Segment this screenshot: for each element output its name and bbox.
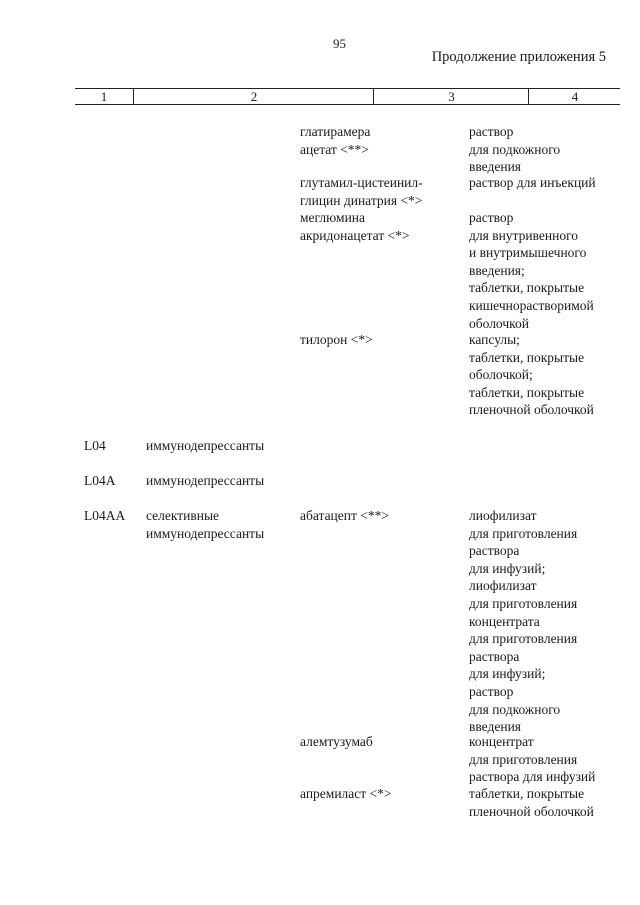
text-line: иммунодепрессанты xyxy=(146,473,265,488)
header-col-3: 3 xyxy=(373,89,529,104)
text-line: для приготовления xyxy=(469,751,578,767)
text-line: таблетки, покрытые xyxy=(469,786,585,801)
row-group-name xyxy=(146,507,264,542)
text-line: алемтузумаб xyxy=(300,734,373,749)
text-line: концентрата xyxy=(469,613,540,629)
text-line: глатирамера xyxy=(300,124,371,139)
row-dosage-form xyxy=(469,174,596,192)
text-line: раствора xyxy=(469,648,520,664)
row-code: L04AA xyxy=(84,508,126,523)
text-line: раствор xyxy=(469,683,514,699)
text-line: оболочкой; xyxy=(469,367,533,383)
row-dosage-form xyxy=(469,507,577,736)
text-line: раствора для инфузий xyxy=(469,769,596,785)
text-line: иммунодепрессанты xyxy=(146,438,265,453)
text-line: для подкожного xyxy=(469,701,561,717)
row-group-name xyxy=(146,472,264,490)
text-line: пленочной оболочкой xyxy=(469,803,594,819)
table-header xyxy=(75,88,620,105)
text-line: таблетки, покрытые xyxy=(469,280,585,296)
text-line: введения xyxy=(469,719,522,735)
row-drug-name xyxy=(300,209,410,244)
text-line: лиофилизат xyxy=(469,578,537,594)
row-dosage-form xyxy=(469,209,594,332)
row-drug-name xyxy=(300,507,389,525)
text-line: капсулы; xyxy=(469,332,520,347)
row-drug-name xyxy=(300,331,373,349)
text-line: тилорон <*> xyxy=(300,332,373,347)
text-line: концентрат xyxy=(469,734,534,749)
text-line: раствор xyxy=(469,210,514,225)
text-line: раствора xyxy=(469,543,520,559)
text-line: для инфузий; xyxy=(469,666,546,682)
text-line: абатацепт <**> xyxy=(300,508,390,523)
text-line: для приготовления xyxy=(469,595,578,611)
row-drug-name xyxy=(300,174,423,209)
text-line: глицин динатрия <*> xyxy=(300,192,423,208)
row-code: L04 xyxy=(84,438,106,453)
text-line: иммунодепрессанты xyxy=(146,525,265,541)
text-line: для приготовления xyxy=(469,631,578,647)
row-dosage-form xyxy=(469,733,595,786)
text-line: введения; xyxy=(469,262,525,278)
text-line: раствор для инъекций xyxy=(469,175,596,190)
header-col-2: 2 xyxy=(133,89,374,104)
text-line: таблетки, покрытые xyxy=(469,384,585,400)
header-col-1: 1 xyxy=(100,89,108,104)
text-line: раствор xyxy=(469,124,514,139)
text-line: глутамил-цистеинил- xyxy=(300,175,423,190)
page-number: 95 xyxy=(333,36,346,51)
header-col-4: 4 xyxy=(528,89,621,104)
text-line: селективные xyxy=(146,508,220,523)
row-group-name xyxy=(146,437,264,455)
text-line: для инфузий; xyxy=(469,560,546,576)
text-line: и внутримышечного xyxy=(469,245,587,261)
row-code: L04A xyxy=(84,473,116,488)
row-drug-name xyxy=(300,733,373,751)
row-dosage-form xyxy=(469,331,594,419)
text-line: таблетки, покрытые xyxy=(469,349,585,365)
row-dosage-form xyxy=(469,785,594,820)
text-line: ацетат <**> xyxy=(300,141,369,157)
text-line: пленочной оболочкой xyxy=(469,402,594,418)
text-line: кишечнорастворимой xyxy=(469,297,594,313)
text-line: оболочкой xyxy=(469,315,529,331)
text-line: для внутривенного xyxy=(469,227,579,243)
text-line: апремиласт <*> xyxy=(300,786,392,801)
row-drug-name xyxy=(300,123,370,158)
text-line: для подкожного xyxy=(469,141,561,157)
text-line: введения xyxy=(469,159,522,175)
continuation-title: Продолжение приложения 5 xyxy=(431,49,606,65)
row-drug-name xyxy=(300,785,392,803)
text-line: лиофилизат xyxy=(469,508,537,523)
text-line: акридонацетат <*> xyxy=(300,227,410,243)
text-line: для приготовления xyxy=(469,525,578,541)
text-line: меглюмина xyxy=(300,210,366,225)
row-dosage-form xyxy=(469,123,560,176)
